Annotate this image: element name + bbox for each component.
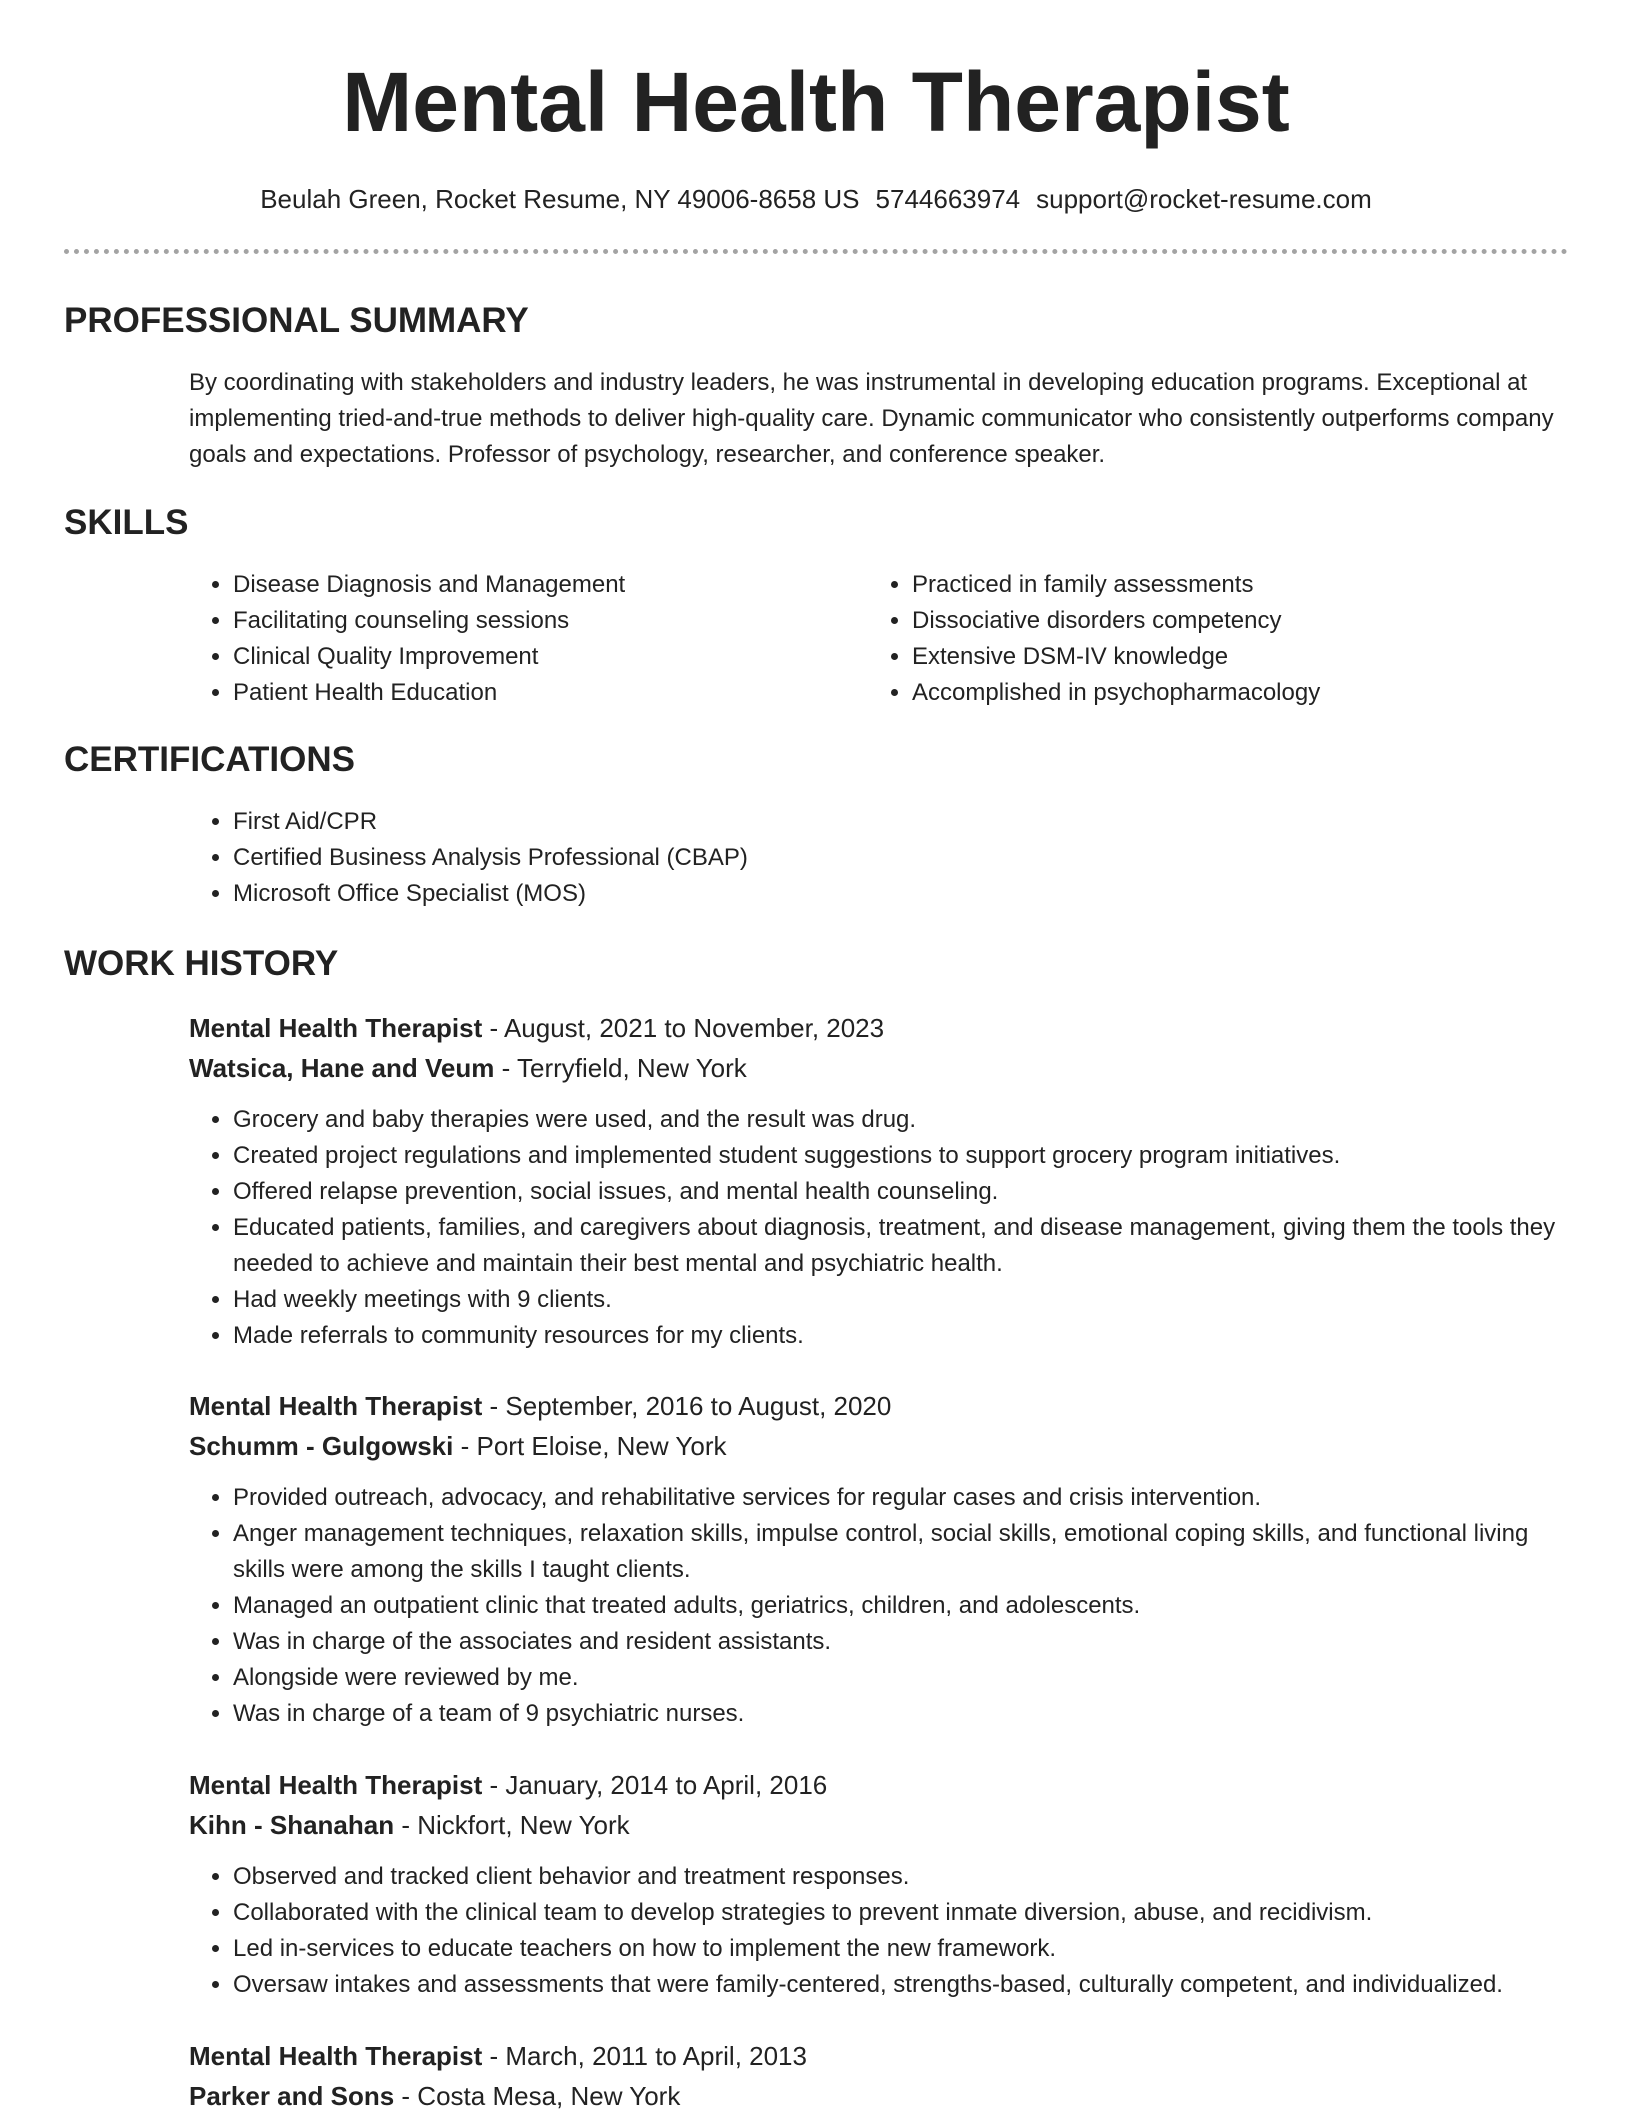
job-bullet: • Made referrals to community resources for my clients. (233, 1318, 1569, 1354)
job-company-line (189, 1426, 1569, 1466)
job-location: - Nickfort, New York (394, 1810, 630, 1840)
job-bullet: • Observed and tracked client behavior and treatment responses. (233, 1859, 1569, 1895)
job-bullet: • Created project regulations and implemented student suggestions to support grocery program initiatives. (233, 1138, 1569, 1174)
job-bullet: • Alongside were reviewed by me. (233, 1660, 1569, 1696)
job-title-line (189, 1765, 1569, 1805)
job-bullet: • Led in-services to educate teachers on how to implement the new framework. (233, 1931, 1569, 1967)
job-dates: - August, 2021 to November, 2023 (482, 1013, 885, 1043)
job-bullets (189, 1480, 1569, 1732)
job-bullet: • Was in charge of the associates and resident assistants. (233, 1624, 1569, 1660)
work-history-heading: WORK HISTORY (64, 944, 339, 983)
job-bullet: • Educated patients, families, and caregivers about diagnosis, treatment, and disease management, giving them the tools they needed to achieve and maintain their best mental and psychiatric health. (233, 1210, 1569, 1282)
job-bullet: • Had weekly meetings with 9 clients. (233, 1282, 1569, 1318)
resume-title: Mental Health Therapist (342, 55, 1290, 149)
contact-address: Beulah Green, Rocket Resume, NY 49006-8658 US (260, 184, 860, 214)
job-entry (189, 1765, 1569, 2003)
skill-item: • Disease Diagnosis and Management (233, 567, 873, 603)
certification-item: • Microsoft Office Specialist (MOS) (233, 876, 1333, 912)
skills-heading: SKILLS (64, 503, 189, 542)
job-company: Parker and Sons (189, 2081, 395, 2111)
job-location: - Costa Mesa, New York (394, 2081, 681, 2111)
job-bullet: • Provided outreach, advocacy, and rehabilitative services for regular cases and crisis intervention. (233, 1480, 1569, 1516)
certification-item: • First Aid/CPR (233, 804, 1333, 840)
contact-line (0, 183, 1632, 215)
skill-item: • Accomplished in psychopharmacology (912, 675, 1612, 711)
certifications-list (189, 804, 1333, 912)
job-bullet: • Offered relapse prevention, social issues, and mental health counseling. (233, 1174, 1569, 1210)
job-location: - Terryfield, New York (494, 1053, 747, 1083)
job-company-line (189, 1048, 1569, 1088)
job-dates: - September, 2016 to August, 2020 (482, 1391, 892, 1421)
job-location: - Port Eloise, New York (453, 1431, 727, 1461)
job-bullets (189, 1859, 1569, 2003)
job-company-line (189, 2076, 1569, 2116)
job-bullet: • Grocery and baby therapies were used, and the result was drug. (233, 1102, 1569, 1138)
summary-text: By coordinating with stakeholders and industry leaders, he was instrumental in developing education programs. Exceptional at implementing tried-and-true methods to deliver high-quality care. Dynamic communicator who consistently outperforms company goals and expectations. Professor of psychology, researcher, and conference speaker. (189, 369, 1554, 468)
contact-phone: 5744663974 (875, 184, 1021, 214)
job-title-line (189, 1386, 1569, 1426)
certifications-heading: CERTIFICATIONS (64, 740, 356, 779)
skill-item: • Facilitating counseling sessions (233, 603, 873, 639)
job-entry (189, 1386, 1569, 1732)
summary-heading: PROFESSIONAL SUMMARY (64, 301, 529, 340)
skill-item: • Practiced in family assessments (912, 567, 1612, 603)
job-company-line (189, 1805, 1569, 1845)
job-title: Mental Health Therapist (189, 1013, 483, 1043)
job-title: Mental Health Therapist (189, 2041, 483, 2071)
job-bullet: • Managed an outpatient clinic that treated adults, geriatrics, children, and adolescents. (233, 1588, 1569, 1624)
job-bullet: • Collaborated with the clinical team to develop strategies to prevent inmate diversion, abuse, and recidivism. (233, 1895, 1569, 1931)
job-dates: - January, 2014 to April, 2016 (482, 1770, 828, 1800)
job-dates: - March, 2011 to April, 2013 (482, 2041, 807, 2071)
skill-item: • Clinical Quality Improvement (233, 639, 873, 675)
job-company: Schumm - Gulgowski (189, 1431, 454, 1461)
certification-item: • Certified Business Analysis Professional (CBAP) (233, 840, 1333, 876)
job-entry (189, 1008, 1569, 1354)
skill-item: • Dissociative disorders competency (912, 603, 1612, 639)
skill-item: • Extensive DSM-IV knowledge (912, 639, 1612, 675)
skills-list-left (189, 567, 873, 711)
job-bullet: • Anger management techniques, relaxation skills, impulse control, social skills, emotional coping skills, and functional living skills were among the skills I taught clients. (233, 1516, 1569, 1588)
job-company: Watsica, Hane and Veum (189, 1053, 495, 1083)
job-company: Kihn - Shanahan (189, 1810, 395, 1840)
job-title: Mental Health Therapist (189, 1770, 483, 1800)
contact-email: support@rocket-resume.com (1036, 184, 1372, 214)
job-entry (189, 2036, 1569, 2116)
job-title: Mental Health Therapist (189, 1391, 483, 1421)
header-divider (64, 249, 1568, 254)
job-title-line (189, 1008, 1569, 1048)
skill-item: • Patient Health Education (233, 675, 873, 711)
job-bullet: • Oversaw intakes and assessments that were family-centered, strengths-based, culturally competent, and individualized. (233, 1967, 1569, 2003)
job-title-line (189, 2036, 1569, 2076)
job-bullet: • Was in charge of a team of 9 psychiatric nurses. (233, 1696, 1569, 1732)
skills-list-right (868, 567, 1612, 711)
job-bullets (189, 1102, 1569, 1354)
